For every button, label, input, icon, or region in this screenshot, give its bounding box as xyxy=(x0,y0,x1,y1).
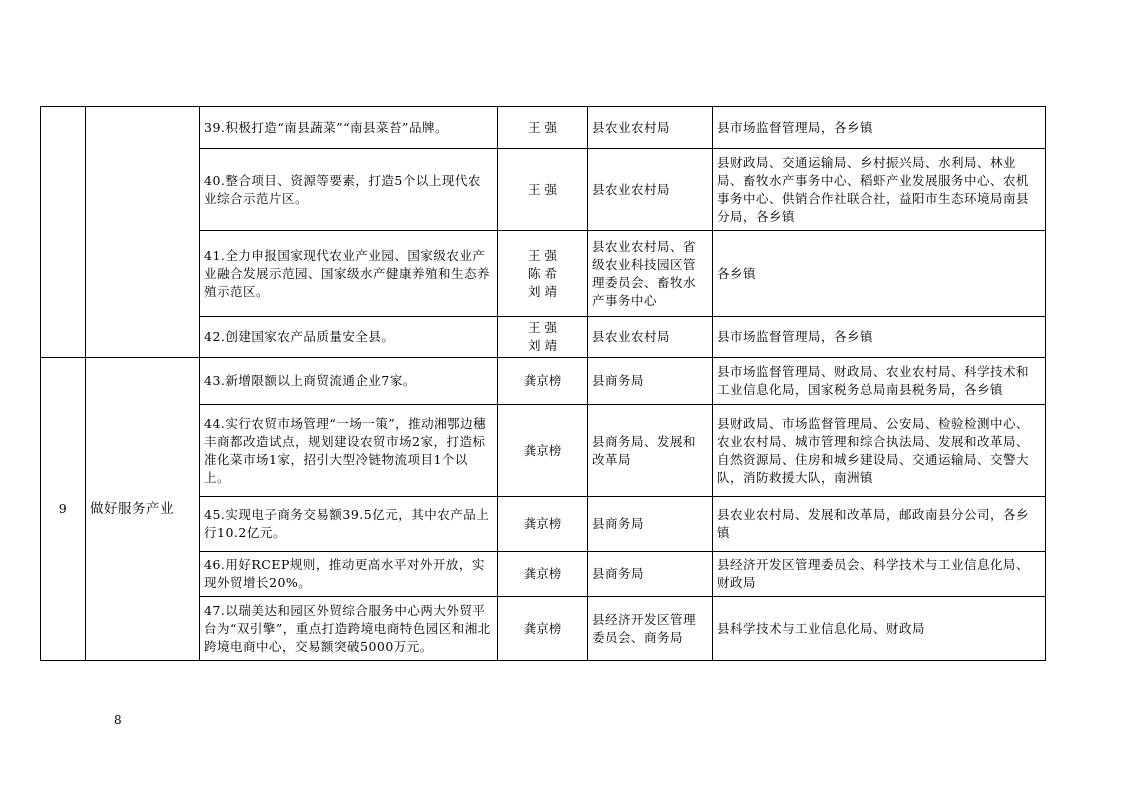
group-number-cell: 9 xyxy=(41,358,86,661)
leader-name: 龚京榜 xyxy=(523,566,562,581)
cooperating-unit-cell: 县市场监督管理局，各乡镇 xyxy=(713,317,1046,358)
task-cell: 40.整合项目、资源等要素，打造5个以上现代农业综合示范片区。 xyxy=(200,149,498,231)
leader-cell xyxy=(498,405,588,497)
responsible-unit-cell: 县农业农村局 xyxy=(588,317,713,358)
leader-cell xyxy=(498,149,588,231)
leader-name: 龚京榜 xyxy=(523,373,562,388)
leader-name: 刘 靖 xyxy=(528,338,557,353)
group-number-cell xyxy=(41,107,86,358)
task-table xyxy=(40,106,1046,661)
leader-cell xyxy=(498,597,588,661)
leader-name: 王 强 xyxy=(528,181,557,197)
cooperating-unit-cell: 县财政局、市场监督管理局、公安局、检验检测中心、农业农村局、城市管理和综合执法局、发展和改革局、自然资源局、住房和城乡建设局、交通运输局、交警大队，消防救援大队，南洲镇 xyxy=(713,405,1046,497)
responsible-unit-cell: 县商务局 xyxy=(588,552,713,597)
responsible-unit-cell: 县农业农村局、省级农业科技园区管理委员会、畜牧水产事务中心 xyxy=(588,231,713,317)
cooperating-unit-cell: 县市场监督管理局，各乡镇 xyxy=(713,107,1046,149)
leader-name: 王 强 xyxy=(528,247,557,263)
group-category-cell: 做好服务产业 xyxy=(86,358,200,661)
leader-cell xyxy=(498,552,588,597)
cooperating-unit-cell: 县科学技术与工业信息化局、财政局 xyxy=(713,597,1046,661)
responsible-unit-cell: 县商务局 xyxy=(588,358,713,405)
leader-name: 龚京榜 xyxy=(523,516,562,531)
task-cell: 45.实现电子商务交易额39.5亿元，其中农产品上行10.2亿元。 xyxy=(200,497,498,552)
responsible-unit-cell: 县商务局 xyxy=(588,497,713,552)
leader-name: 龚京榜 xyxy=(523,620,562,636)
leader-name: 王 强 xyxy=(528,119,557,135)
leader-name: 刘 靖 xyxy=(528,283,557,299)
group-category-cell xyxy=(86,107,200,358)
cooperating-unit-cell: 县财政局、交通运输局、乡村振兴局、水利局、林业局、畜牧水产事务中心、稻虾产业发展服务中心、农机事务中心、供销合作社联合社，益阳市生态环境局南县分局，各乡镇 xyxy=(713,149,1046,231)
cooperating-unit-cell: 县经济开发区管理委员会、科学技术与工业信息化局、财政局 xyxy=(713,552,1046,597)
table-row xyxy=(41,107,1046,149)
task-cell: 46.用好RCEP规则，推动更高水平对外开放，实现外贸增长20%。 xyxy=(200,552,498,597)
cooperating-unit-cell: 各乡镇 xyxy=(713,231,1046,317)
page-number: 8 xyxy=(114,713,122,727)
cooperating-unit-cell: 县农业农村局、发展和改革局，邮政南县分公司，各乡镇 xyxy=(713,497,1046,552)
responsible-unit-cell: 县商务局、发展和改革局 xyxy=(588,405,713,497)
task-cell: 47.以瑞美达和园区外贸综合服务中心两大外贸平台为“双引擎”，重点打造跨境电商特色园区和湘北跨境电商中心，交易额突破5000万元。 xyxy=(200,597,498,661)
responsible-unit-cell: 县农业农村局 xyxy=(588,107,713,149)
leader-cell xyxy=(498,358,588,405)
leader-cell xyxy=(498,497,588,552)
task-cell: 43.新增限额以上商贸流通企业7家。 xyxy=(200,358,498,405)
cooperating-unit-cell: 县市场监督管理局、财政局、农业农村局、科学技术和工业信息化局，国家税务总局南县税务局，各乡镇 xyxy=(713,358,1046,405)
leader-name: 陈 希 xyxy=(528,265,557,281)
task-cell: 39.积极打造“南县蔬菜”“南县菜苔”品牌。 xyxy=(200,107,498,149)
responsible-unit-cell: 县经济开发区管理委员会、商务局 xyxy=(588,597,713,661)
leader-cell xyxy=(498,107,588,149)
task-cell: 42.创建国家农产品质量安全县。 xyxy=(200,317,498,358)
task-cell: 41.全力申报国家现代农业产业园、国家级农业产业融合发展示范园、国家级水产健康养殖和生态养殖示范区。 xyxy=(200,231,498,317)
leader-name: 王 强 xyxy=(528,320,557,335)
table-row xyxy=(41,358,1046,405)
task-cell: 44.实行农贸市场管理“一场一策”，推动湘鄂边穗丰商都改造试点，规划建设农贸市场2家，打造标准化菜市场1家，招引大型冷链物流项目1个以上。 xyxy=(200,405,498,497)
leader-cell xyxy=(498,231,588,317)
leader-cell xyxy=(498,317,588,358)
leader-name: 龚京榜 xyxy=(523,442,562,458)
responsible-unit-cell: 县农业农村局 xyxy=(588,149,713,231)
